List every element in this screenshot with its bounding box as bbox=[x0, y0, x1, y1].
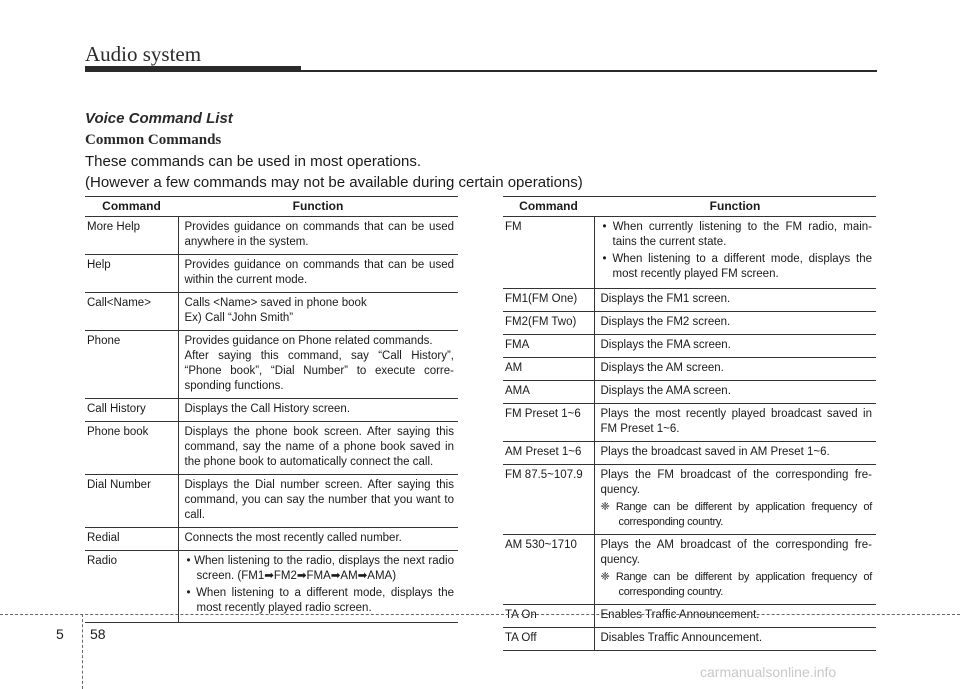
function-note: ❈ Range can be different by application frequency of corresponding country. bbox=[600, 571, 872, 598]
page-header-title: Audio system bbox=[85, 42, 202, 66]
intro-line-1: These commands can be used in most operations. bbox=[85, 153, 422, 170]
right-header-command: Command bbox=[503, 197, 594, 217]
function-cell bbox=[178, 551, 458, 623]
command-cell: FM1(FM One) bbox=[503, 289, 594, 312]
command-cell: AM 530~1710 bbox=[503, 535, 594, 605]
function-cell bbox=[594, 535, 876, 605]
command-cell: Help bbox=[85, 255, 178, 293]
command-cell: AM Preset 1~6 bbox=[503, 442, 594, 465]
right-table-row bbox=[503, 465, 876, 535]
command-cell: Phone bbox=[85, 331, 178, 399]
right-command-table bbox=[503, 196, 876, 651]
left-table-row bbox=[85, 293, 458, 331]
footer-divider bbox=[82, 614, 83, 689]
function-text: Displays the FM1 screen. bbox=[600, 293, 731, 305]
function-text: Displays the FM2 screen. bbox=[600, 316, 731, 328]
function-text: Displays the AM screen. bbox=[600, 362, 724, 374]
left-table-row bbox=[85, 528, 458, 551]
left-table-row bbox=[85, 422, 458, 475]
function-text: Ex) Call “John Smith” bbox=[184, 312, 294, 324]
chapter-number: 5 bbox=[56, 626, 64, 642]
function-note: ❈ Range can be different by application frequency of corresponding country. bbox=[600, 501, 872, 528]
function-cell bbox=[594, 289, 876, 312]
command-cell: Dial Number bbox=[85, 475, 178, 528]
right-table-row bbox=[503, 404, 876, 442]
function-cell bbox=[178, 217, 458, 255]
function-text: Provides guidance on Phone related commands. bbox=[184, 335, 433, 347]
right-table-row bbox=[503, 335, 876, 358]
function-bullet: • When listening to the radio, displays the next radio screen. (FM1➡FM2➡FMA➡AM➡AMA) bbox=[186, 555, 454, 582]
command-cell: TA Off bbox=[503, 628, 594, 651]
right-table-row bbox=[503, 358, 876, 381]
function-cell bbox=[178, 475, 458, 528]
function-text: Provides guidance on commands that can be used within the current mode. bbox=[184, 259, 454, 286]
header-rule-thin bbox=[301, 70, 877, 72]
function-cell bbox=[594, 605, 876, 628]
command-cell: Phone book bbox=[85, 422, 178, 475]
intro-line-2: (However a few commands may not be available during certain operations) bbox=[85, 174, 583, 191]
command-cell: Call History bbox=[85, 399, 178, 422]
function-cell bbox=[178, 399, 458, 422]
function-text: Displays the phone book screen. After saying this command, say the name of a phone book saved in the phone book to automatically connect the call. bbox=[184, 426, 454, 468]
right-table-row bbox=[503, 605, 876, 628]
function-cell bbox=[594, 381, 876, 404]
left-table-row bbox=[85, 551, 458, 623]
right-header-function: Function bbox=[594, 197, 876, 217]
command-cell: FMA bbox=[503, 335, 594, 358]
command-cell: Call<Name> bbox=[85, 293, 178, 331]
header-rule-thick bbox=[85, 66, 301, 72]
right-table-row bbox=[503, 289, 876, 312]
left-header-function: Function bbox=[178, 197, 458, 217]
left-table-row bbox=[85, 331, 458, 399]
command-cell: FM 87.5~107.9 bbox=[503, 465, 594, 535]
command-cell: AM bbox=[503, 358, 594, 381]
function-text: Plays the AM broadcast of the corresponding fre-quency. bbox=[600, 539, 872, 566]
command-cell: More Help bbox=[85, 217, 178, 255]
left-table-row bbox=[85, 217, 458, 255]
function-text: Plays the most recently played broadcast saved in FM Preset 1~6. bbox=[600, 408, 872, 435]
command-cell: FM bbox=[503, 217, 594, 289]
function-cell bbox=[178, 422, 458, 475]
function-text: Calls <Name> saved in phone book bbox=[184, 297, 367, 309]
section-subtitle: Common Commands bbox=[85, 132, 222, 148]
function-bullet: • When listening to a different mode, displays the most recently played radio screen. bbox=[186, 587, 454, 614]
function-cell bbox=[594, 335, 876, 358]
left-header-command: Command bbox=[85, 197, 178, 217]
left-table-row bbox=[85, 475, 458, 528]
function-text: Provides guidance on commands that can be used anywhere in the system. bbox=[184, 221, 454, 248]
function-text: Connects the most recently called number. bbox=[184, 532, 402, 544]
function-text: Disables Traffic Announcement. bbox=[600, 632, 763, 644]
left-command-table bbox=[85, 196, 458, 623]
function-text: After saying this command, say “Call History”, “Phone book”, “Dial Number” to execute corre-sponding functions. bbox=[184, 350, 454, 392]
function-text: Displays the AMA screen. bbox=[600, 385, 731, 397]
page-number: 58 bbox=[90, 626, 106, 642]
right-table-row bbox=[503, 217, 876, 289]
function-cell bbox=[594, 465, 876, 535]
function-text: Plays the FM broadcast of the corresponding fre-quency. bbox=[600, 469, 872, 496]
right-table-row bbox=[503, 442, 876, 465]
function-bullet: • When currently listening to the FM radio, main-tains the current state. bbox=[602, 221, 872, 248]
function-text: Displays the FMA screen. bbox=[600, 339, 731, 351]
function-cell bbox=[594, 442, 876, 465]
command-cell: FM2(FM Two) bbox=[503, 312, 594, 335]
section-title: Voice Command List bbox=[85, 110, 233, 127]
watermark: carmanualsonline.info bbox=[700, 664, 837, 680]
left-table-row bbox=[85, 255, 458, 293]
function-cell bbox=[178, 293, 458, 331]
left-table-row bbox=[85, 399, 458, 422]
function-cell bbox=[178, 255, 458, 293]
function-text: Plays the broadcast saved in AM Preset 1~6. bbox=[600, 446, 830, 458]
footer-rule bbox=[0, 614, 960, 615]
right-table-row bbox=[503, 381, 876, 404]
function-bullet: • When listening to a different mode, displays the most recently played FM screen. bbox=[602, 253, 872, 280]
function-cell bbox=[594, 628, 876, 651]
function-cell bbox=[594, 312, 876, 335]
function-cell bbox=[594, 217, 876, 289]
command-cell: TA On bbox=[503, 605, 594, 628]
function-text: Displays the Dial number screen. After saying this command, you can say the number that you want to call. bbox=[184, 479, 454, 521]
function-cell bbox=[594, 404, 876, 442]
right-table-row bbox=[503, 628, 876, 651]
function-text: Displays the Call History screen. bbox=[184, 403, 351, 415]
function-text: Enables Traffic Announcement. bbox=[600, 609, 760, 621]
right-table-row bbox=[503, 312, 876, 335]
right-table-row bbox=[503, 535, 876, 605]
command-cell: Radio bbox=[85, 551, 178, 623]
command-cell: AMA bbox=[503, 381, 594, 404]
function-cell bbox=[178, 528, 458, 551]
function-cell bbox=[594, 358, 876, 381]
command-cell: Redial bbox=[85, 528, 178, 551]
function-cell bbox=[178, 331, 458, 399]
command-cell: FM Preset 1~6 bbox=[503, 404, 594, 442]
